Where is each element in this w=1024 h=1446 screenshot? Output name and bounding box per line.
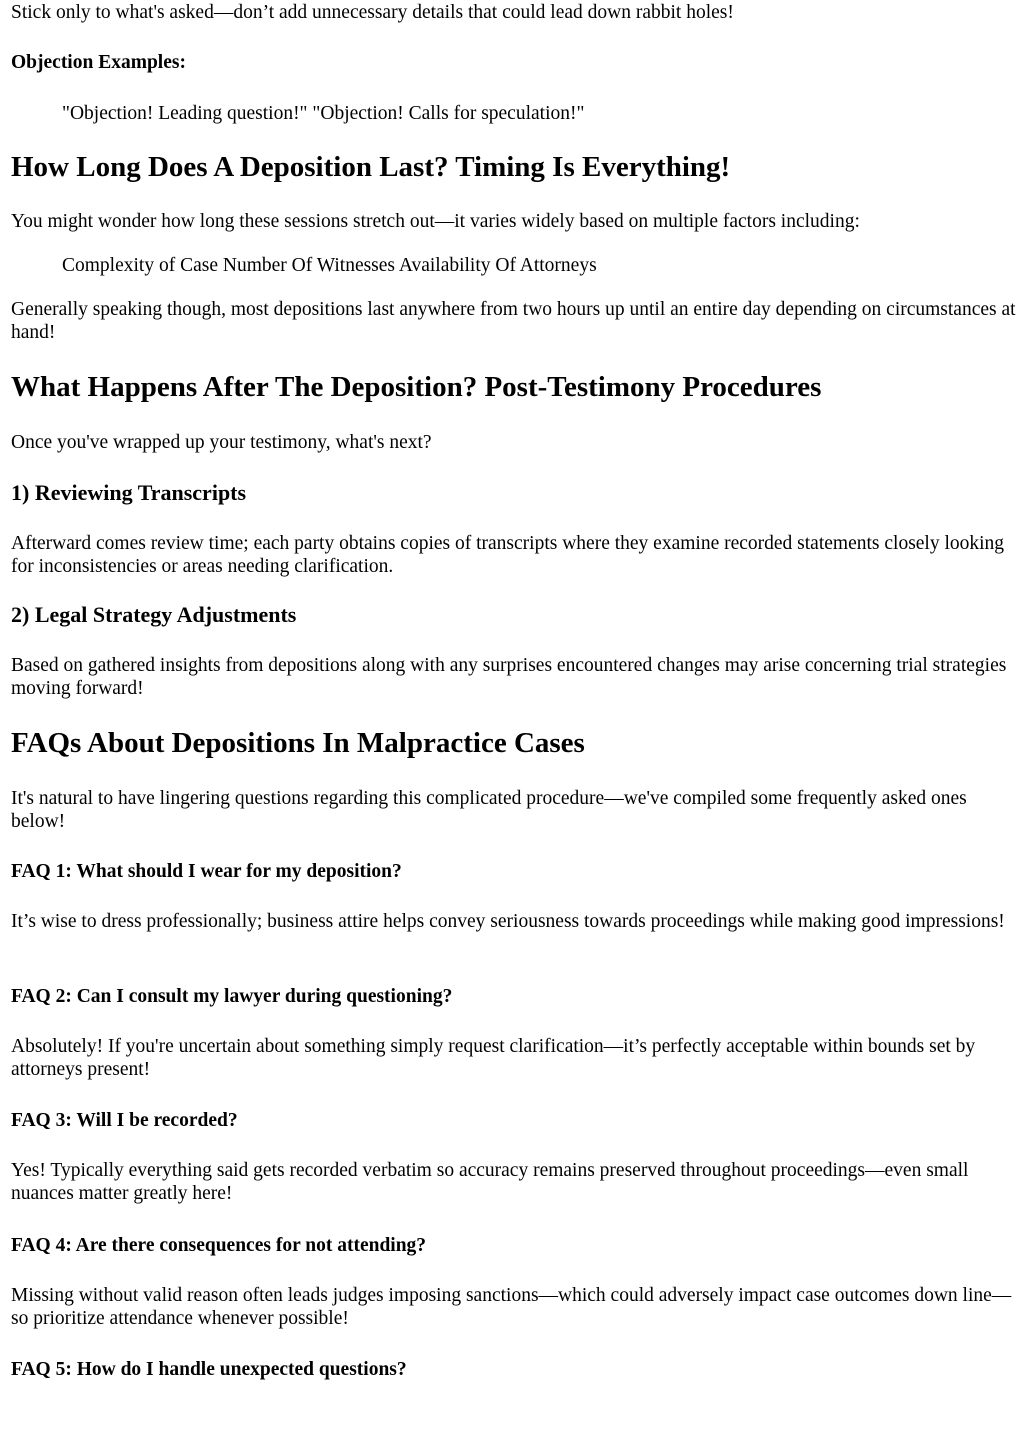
faq-question-4: FAQ 4: Are there consequences for not attending? xyxy=(11,1235,427,1256)
step-heading-legal-strategy: 2) Legal Strategy Adjustments xyxy=(11,602,297,627)
faq-answer-4: Missing without valid reason often leads judges imposing sanctions—which could adversely impact case outcomes down line—so prioritize attendance whenever possible! xyxy=(11,1285,1012,1329)
duration-factors: Complexity of Case Number Of Witnesses Availability Of Attorneys xyxy=(62,255,597,276)
section-heading-faqs: FAQs About Depositions In Malpractice Cases xyxy=(11,727,585,759)
faqs-intro: It's natural to have lingering questions regarding this complicated procedure—we've compiled some frequently asked ones below! xyxy=(11,788,967,832)
section-heading-after: What Happens After The Deposition? Post-Testimony Procedures xyxy=(11,371,822,403)
after-intro: Once you've wrapped up your testimony, what's next? xyxy=(11,432,432,453)
step-text-reviewing-transcripts: Afterward comes review time; each party obtains copies of transcripts where they examine recorded statements closely looking for inconsistencies or areas needing clarification. xyxy=(11,533,1005,577)
faq-answer-3: Yes! Typically everything said gets recorded verbatim so accuracy remains preserved throughout proceedings—even small nuances matter greatly here! xyxy=(11,1160,969,1204)
intro-line: Stick only to what's asked—don’t add unnecessary details that could lead down rabbit holes! xyxy=(11,2,734,23)
duration-summary: Generally speaking though, most depositions last anywhere from two hours up until an entire day depending on circumstances at hand! xyxy=(11,299,1016,343)
faq-question-1: FAQ 1: What should I wear for my deposition? xyxy=(11,861,402,882)
faq-question-5: FAQ 5: How do I handle unexpected questions? xyxy=(11,1359,407,1380)
faq-answer-1: It’s wise to dress professionally; business attire helps convey seriousness towards proceedings while making good impressions! xyxy=(11,911,1005,932)
step-text-legal-strategy: Based on gathered insights from depositions along with any surprises encountered changes may arise concerning trial strategies moving forward! xyxy=(11,655,1007,699)
objection-examples-label: Objection Examples: xyxy=(11,52,186,73)
section-heading-duration: How Long Does A Deposition Last? Timing Is Everything! xyxy=(11,151,731,183)
faq-question-3: FAQ 3: Will I be recorded? xyxy=(11,1110,238,1131)
objection-examples-quote: "Objection! Leading question!" "Objection! Calls for speculation!" xyxy=(62,103,585,124)
step-heading-reviewing-transcripts: 1) Reviewing Transcripts xyxy=(11,480,247,505)
faq-question-2: FAQ 2: Can I consult my lawyer during questioning? xyxy=(11,986,453,1007)
duration-intro: You might wonder how long these sessions stretch out—it varies widely based on multiple factors including: xyxy=(11,211,860,232)
faq-answer-2: Absolutely! If you're uncertain about something simply request clarification—it’s perfectly acceptable within bounds set by attorneys present! xyxy=(11,1036,976,1080)
